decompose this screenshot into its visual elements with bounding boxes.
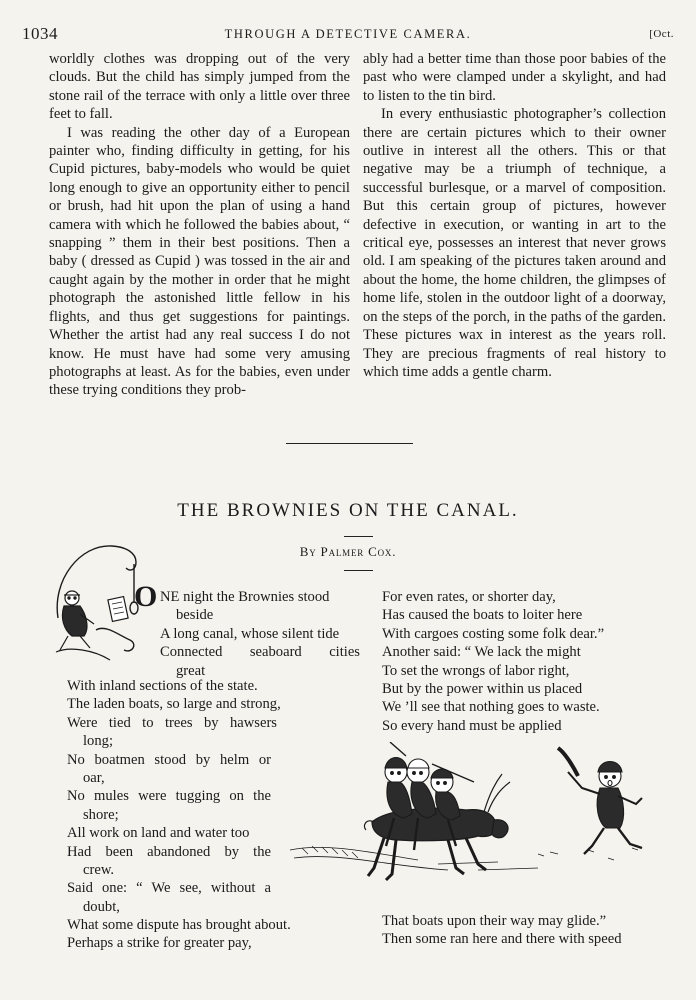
section-divider [286, 443, 413, 444]
poem-line: Has caused the boats to loiter here [382, 607, 583, 624]
poem-line: No boatmen stood by helm or [67, 751, 271, 768]
poem-left-column [67, 677, 291, 953]
poem-line: But by the power within us placed [382, 680, 583, 697]
page-number: 1034 [22, 24, 58, 43]
poem-line: NE night the Brownies stood [160, 589, 330, 605]
poem-drop-cap: O [134, 580, 158, 613]
poem-line: Perhaps a strike for greater pay, [67, 935, 252, 952]
poem-line: That boats upon their way may glide.” [382, 913, 607, 929]
running-header [22, 24, 674, 46]
poem-line: We ’ll see that nothing goes to waste. [382, 699, 600, 716]
poem-line: What some dispute has brought about. [67, 917, 291, 934]
poem-line: With cargoes costing some folk dear.” [382, 625, 605, 642]
poem-line: With inland sections of the state. [67, 678, 258, 694]
title-rule [344, 536, 373, 537]
poem-line: Were tied to trees by hawsers [67, 714, 277, 731]
poem-line: To set the wrongs of labor right, [382, 662, 570, 679]
article-paragraph: I was reading the other day of a European painter who, finding difficulty in getting, for his Cupid pictures, baby-models who would be quiet long enough to give an opportunity either to pencil or brush, had hit upon the plan of using a hand camera with which he followed the babies about, “ snapping ” them in their best positions. Then a baby ( dressed as Cupid ) was tossed in the air and caught again by the mother in order that he might photograph the astonished little fellow in his flights, and thus get suggestions for paintings. Whether the artist had any real success I do not know. He must have had some very amusing photographs at least. As for the babies, even under these trying conditions they prob- [49, 124, 350, 399]
poem-byline: By Palmer Cox. [299, 544, 397, 559]
running-title: THROUGH A DETECTIVE CAMERA. [224, 27, 472, 41]
article-left-column [49, 50, 350, 400]
article-paragraph: worldly clothes was dropping out of the very clouds. But the child has simply jumped from the stone rail of the terrace with only a little over three feet to fall. [49, 51, 350, 123]
poem-line: Connected seaboard cities [160, 644, 360, 661]
article-paragraph: ably had a better time than those poor babies of the past who were clamped under a skylight, and had to listen to the tin bird. [363, 51, 666, 104]
poem-line: Said one: “ We see, without a [67, 880, 271, 897]
poem-line: great [176, 662, 206, 679]
poem-line: Had been abandoned by the [67, 843, 271, 860]
article-paragraph: In every enthusiastic photographer’s collection there are certain pictures which to their owner outlive in interest all the others. This or that negative may be a triumph of technique, a successful burlesque, or a marvel of composition. But this certain group of pictures, however defective in execution, or wanting in art to the critical eye, possesses an interest that never grows old. I am speaking of the pictures taken around and about the home, the home children, the glimpses of home life, stolen in the outdoor light of a doorway, on the steps of the porch, in the paths of the garden. These pictures wax in interest as the years roll. They are precious fragments of real history to which time adds a gentle charm. [363, 106, 666, 380]
poem-line: No mules were tugging on the [67, 788, 271, 805]
issue-month: [Oct. [649, 28, 674, 40]
poem-line: Another said: “ We lack the might [382, 644, 581, 661]
brownies-riding-goat-illustration [288, 742, 664, 902]
poem-line: For even rates, or shorter day, [382, 589, 556, 605]
poem-line: A long canal, whose silent tide [160, 625, 340, 642]
article-right-column [363, 50, 666, 381]
poem-line: doubt, [83, 898, 120, 915]
poem-line: long; [83, 733, 113, 750]
poem-line: shore; [83, 806, 119, 823]
poem-line: The laden boats, so large and strong, [67, 696, 281, 713]
poem-right-column-continued [382, 912, 622, 949]
poem-line: crew. [83, 861, 115, 878]
poem-line: All work on land and water too [67, 825, 250, 842]
poem-right-column [382, 588, 604, 735]
poem-line: oar, [83, 769, 105, 786]
poem-line: Then some ran here and there with speed [382, 931, 622, 948]
poem-line: So every hand must be applied [382, 717, 562, 734]
poem-opening-lines [160, 588, 360, 680]
byline-rule [344, 570, 373, 571]
poem-line: beside [176, 607, 214, 624]
poem-title: THE BROWNIES ON THE CANAL. [177, 500, 519, 521]
